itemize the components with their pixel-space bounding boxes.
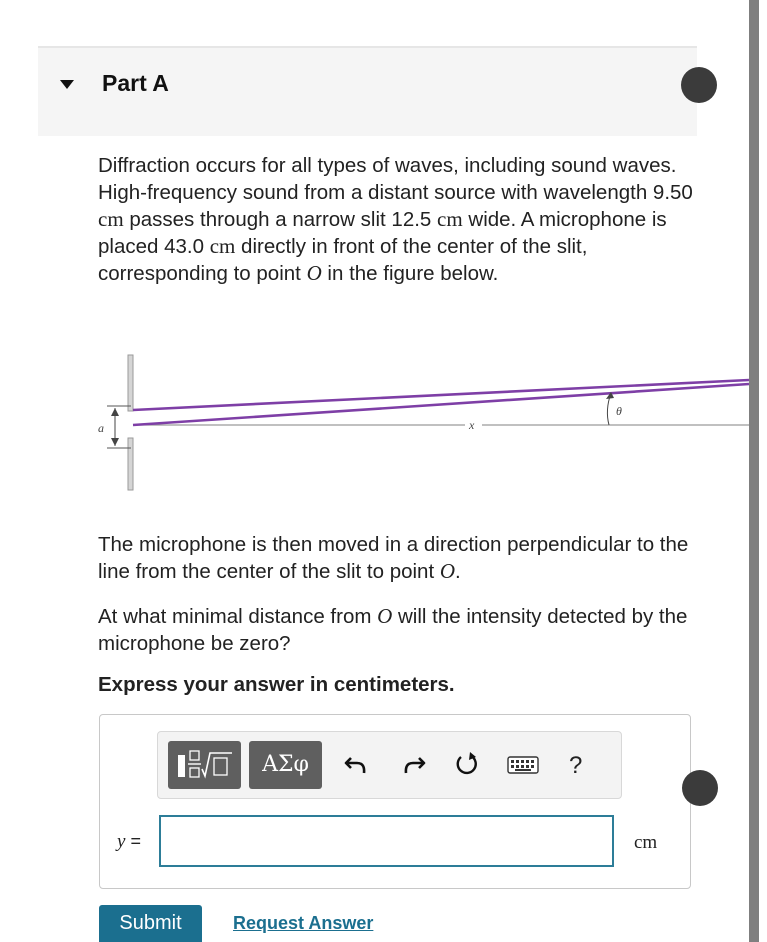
redo-icon[interactable] (401, 751, 427, 777)
scrollbar[interactable] (749, 0, 759, 942)
overlay-dot (682, 770, 718, 806)
label-x: x (469, 418, 475, 432)
triangle-down-icon[interactable] (60, 80, 74, 89)
dimension-arrow-down (111, 438, 119, 446)
overlay-dot (681, 67, 717, 103)
submit-button[interactable]: Submit (99, 905, 202, 942)
label-a: a (98, 421, 104, 435)
answer-instruction: Express your answer in centimeters. (98, 673, 455, 696)
diffraction-figure (95, 350, 749, 495)
slit-barrier-top (128, 355, 133, 411)
part-title: Part A (102, 70, 169, 96)
slit-barrier-bottom (128, 438, 133, 490)
question-intro: Diffraction occurs for all types of waves, including sound waves. High-frequency sound from a distant source with wavelength 9.50 cm passes through a narrow slit 12.5 cm wide. A microphone is placed 43.0 cm directly in front of the center of the slit, corresponding to point O in the figure below. (98, 154, 693, 285)
undo-icon[interactable] (343, 751, 369, 777)
label-theta: θ (616, 404, 622, 418)
templates-button[interactable] (168, 741, 241, 789)
answer-variable-label: y = (117, 831, 141, 852)
fraction-sqrt-templates-icon (168, 741, 241, 789)
answer-input[interactable] (159, 815, 614, 867)
request-answer-link[interactable]: Request Answer (233, 913, 374, 933)
answer-unit: cm (634, 832, 658, 853)
help-button[interactable]: ? (569, 752, 583, 779)
question-moved: The microphone is then moved in a direction perpendicular to the line from the center of the slit to point O. (98, 533, 689, 583)
symbols-button[interactable]: ΑΣφ (249, 741, 322, 789)
reset-icon[interactable] (454, 751, 480, 777)
keyboard-icon[interactable] (507, 756, 539, 774)
dimension-arrow-up (111, 408, 119, 416)
question-ask: At what minimal distance from O will the intensity detected by the microphone be zero? (98, 604, 688, 655)
